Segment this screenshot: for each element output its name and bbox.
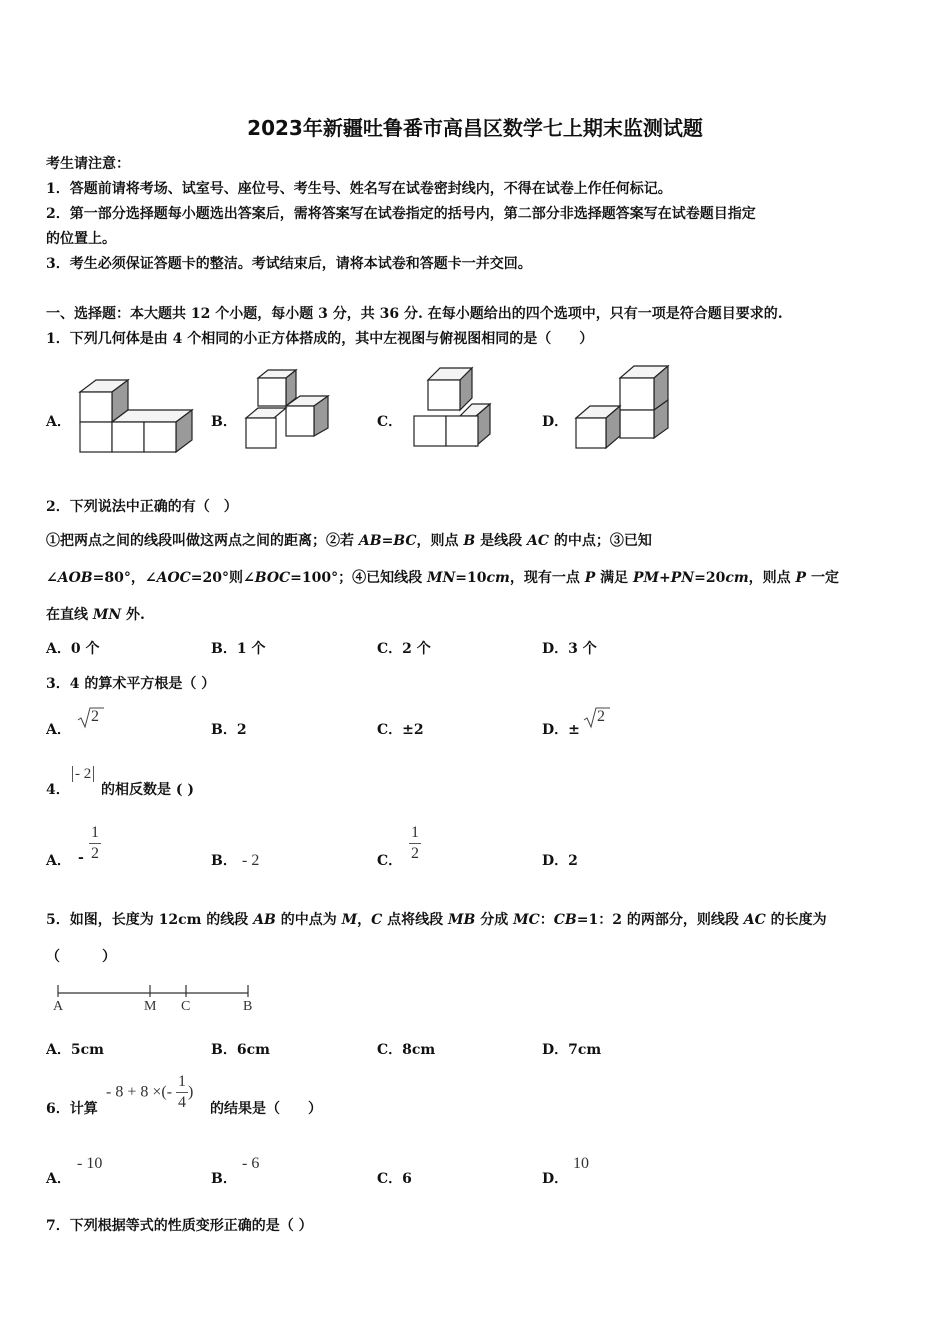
q2-text: ∠ [46,570,58,586]
q2-option-d: D．3 个 [542,641,597,657]
q6-option-d: D． [542,1171,569,1187]
q2-text: 是线段 [475,533,528,549]
notice-item-3: 3．考生必须保证答题卡的整洁。考试结束后，请将本试卷和答题卡一并交回。 [46,256,532,272]
q4-option-a: A． [46,853,71,869]
q3-option-d: D．± [542,722,580,738]
q2-text: 的中点；③已知 [549,533,652,549]
q5-text: 5．如图，长度为 12cm 的线段 [46,912,254,928]
q6-expression [106,1074,193,1111]
q6-option-d-value: 10 [573,1155,589,1172]
q2-text: ，则点 [416,533,464,549]
q1-option-b-label: B． [211,414,237,430]
q2-option-c: C．2 个 [377,641,431,657]
q2-math: cm [725,570,749,586]
q2-text: =10 [455,570,487,586]
question-6-prefix: 6．计算 [46,1101,98,1117]
notice-heading: 考生请注意： [46,156,130,172]
q2-math: AOC [156,570,191,586]
q4-option-b: B． [211,853,237,869]
q2-text: =80°，∠ [92,570,157,586]
question-3-stem: 3．4 的算术平方根是（ ） [46,676,216,692]
q2-math: B [463,533,476,549]
q5-option-d: D．7cm [542,1042,602,1058]
q6-option-a-value: - 10 [77,1155,103,1172]
q2-math: MN [92,607,122,623]
q5-option-b: B．6cm [211,1042,270,1058]
notice-item-2: 2．第一部分选择题每小题选出答案后，需将答案写在试卷指定的括号内，第二部分非选择题答案写在试卷题目指定 [46,206,756,222]
q2-text: 在直线 [46,607,93,623]
notice-item-2-cont: 的位置上。 [46,231,116,247]
q5-label-c: C [181,999,191,1014]
fraction-denominator: 4 [178,1094,187,1111]
q1-option-d-label: D． [542,414,569,430]
q2-text: 满足 [595,570,634,586]
q2-text: =100°；④已知线段 [290,570,427,586]
q5-math: MB [448,912,476,928]
q6-option-b: B． [211,1171,237,1187]
q2-text: 一定 [806,570,839,586]
q5-text: ， [357,912,372,928]
question-5-stem [46,909,827,929]
q6-expr-text: - 8 + 8 ×(- [106,1083,173,1101]
q2-text: ①把两点之间的线段叫做这两点之间的距离；②若 [46,533,359,549]
q6-option-a: A． [46,1171,71,1187]
q4-option-a-sign: - [78,850,84,866]
q4-option-b-value: - 2 [242,852,260,869]
q5-math: AB [253,912,276,928]
q4-option-c-fraction [409,825,421,862]
q3-radicand-a: 2 [91,708,99,725]
q2-math: P [795,570,807,586]
page-title: 2023年新疆吐鲁番市高昌区数学七上期末监测试题 [247,116,703,140]
q4-abs-expr: - 2 [72,766,94,782]
q2-option-b: B．1 个 [211,641,266,657]
q2-line-1 [46,530,652,550]
q5-text: ： [539,912,554,928]
q2-text: =20°则∠ [190,570,255,586]
q4-option-a-fraction [89,825,101,862]
q3-radicand-d: 2 [597,708,605,725]
section-heading: 一、选择题：本大题共 12 个小题，每小题 3 分，共 36 分. 在每小题给出的四个选项中，只有一项是符合题目要求的. [46,306,783,322]
q2-math: PM+PN [633,570,695,586]
fraction-denominator: 2 [411,845,419,862]
q2-math: AB=BC [358,533,417,549]
q2-math: AC [527,533,550,549]
q5-text: 的中点为 [275,912,342,928]
q6-option-b-value: - 6 [242,1155,260,1172]
question-4-prefix: 4． [46,782,70,798]
q5-text: 的长度为 [765,912,827,928]
q3-option-b: B．2 [211,722,247,738]
q2-text: =20 [694,570,726,586]
q4-option-d: D．2 [542,853,578,869]
q2-math: MN [427,570,456,586]
q2-option-a: A．0 个 [46,641,100,657]
q4-option-c: C． [377,853,403,869]
q6-option-c: C．6 [377,1171,412,1187]
q5-label-b: B [243,999,253,1014]
q5-math: C [371,912,383,928]
q5-text: 点将线段 [382,912,449,928]
q2-text: 外. [121,607,145,623]
question-7-stem: 7．下列根据等式的性质变形正确的是（ ） [46,1218,313,1234]
q2-line-2 [46,567,839,587]
q3-option-c: C．±2 [377,722,424,738]
q5-option-a: A．5cm [46,1042,104,1058]
q5-math: MC [513,912,540,928]
q1-figure-a [80,380,200,455]
fraction-numerator: 1 [409,825,421,844]
q2-text: ，则点 [748,570,796,586]
q5-math: CB [553,912,577,928]
fraction-numerator: 1 [89,825,101,844]
q2-math: BOC [254,570,291,586]
q6-expr-close: ) [188,1083,194,1101]
fraction-numerator: 1 [176,1074,188,1093]
question-2-stem: 2．下列说法中正确的有（ ） [46,499,238,515]
fraction-denominator: 2 [91,845,99,862]
q5-label-m: M [144,999,157,1014]
q3-option-a: A． [46,722,71,738]
q1-option-c-label: C． [377,414,403,430]
q1-figure-b [244,370,334,450]
q2-line-3 [46,604,145,624]
question-6-stem: 的结果是（ ） [210,1101,322,1117]
q5-math: AC [743,912,766,928]
q5-option-c: C．8cm [377,1042,436,1058]
q4-abs-value [72,766,94,783]
q2-text: ，现有一点 [509,570,585,586]
q1-figure-c [412,368,497,450]
q2-math: cm [486,570,510,586]
q5-text: =1：2 的两部分，则线段 [576,912,744,928]
q1-option-a-label: A． [46,414,71,430]
question-5-stem-cont: （ ） [46,949,116,965]
q5-text: 分成 [475,912,514,928]
notice-item-1: 1．答题前请将考场、试室号、座位号、考生号、姓名写在试卷密封线内，不得在试卷上作任何标记。 [46,181,672,197]
q5-math: M [341,912,358,928]
question-4-stem: 的相反数是 ( ) [101,782,194,798]
q2-math: P [584,570,596,586]
question-1-stem: 1．下列几何体是由 4 个相同的小正方体搭成的，其中左视图与俯视图相同的是（ ） [46,331,594,347]
q5-label-a: A [53,999,64,1014]
q1-figure-d [574,364,674,452]
q2-math: AOB [57,570,93,586]
